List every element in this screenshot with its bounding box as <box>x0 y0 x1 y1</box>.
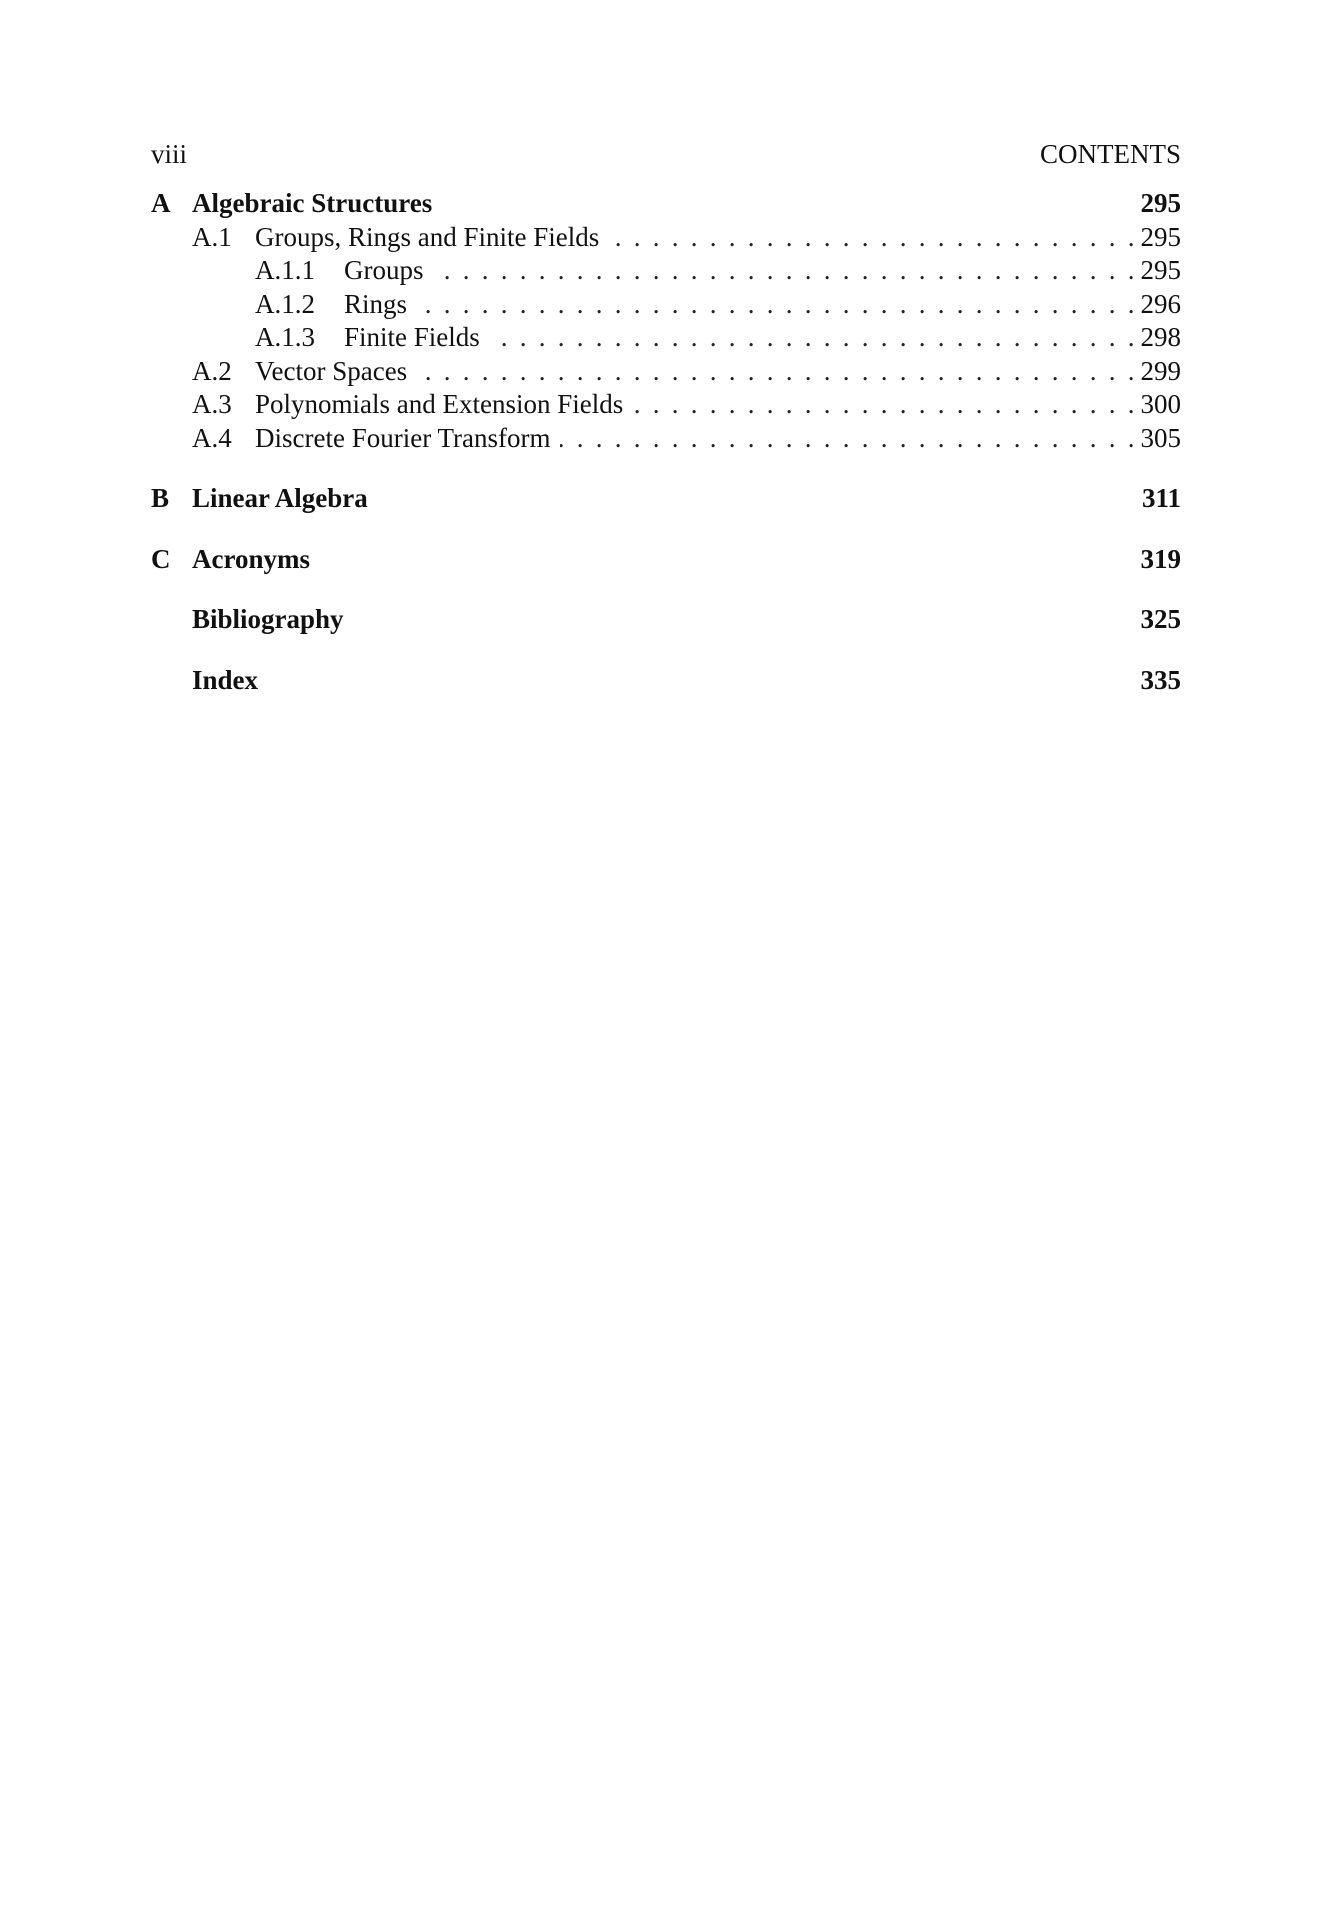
dot-leader <box>560 422 1134 456</box>
document-page <box>151 138 1181 697</box>
bibliography-title: Bibliography <box>192 604 344 634</box>
dot-leader <box>417 288 1134 322</box>
dot-leader <box>633 388 1134 422</box>
chapter-page: 311 <box>1141 483 1181 513</box>
subsection-number: A.1.3 <box>255 322 315 352</box>
toc-chapter-b[interactable] <box>151 482 1181 516</box>
toc-section-a4[interactable] <box>151 422 1181 456</box>
chapter-number: A <box>151 188 171 218</box>
subsection-page: 295 <box>1140 255 1181 285</box>
toc-subsection-a11[interactable] <box>151 254 1181 288</box>
subsection-page: 298 <box>1140 322 1181 352</box>
section-number: A.3 <box>192 389 232 419</box>
dot-leader <box>434 254 1135 288</box>
toc-section-a1[interactable] <box>151 221 1181 255</box>
chapter-page: 295 <box>1140 188 1181 218</box>
section-title: Polynomials and Extension Fields <box>255 389 624 419</box>
index-page: 335 <box>1140 664 1181 695</box>
table-of-contents <box>151 187 1181 697</box>
section-number: A.4 <box>192 422 232 453</box>
toc-chapter-c[interactable] <box>151 543 1181 577</box>
index-title: Index <box>192 664 259 695</box>
section-page: 299 <box>1140 355 1181 386</box>
section-page: 305 <box>1140 422 1181 453</box>
dot-leader <box>609 221 1134 255</box>
running-head <box>151 138 1181 170</box>
subsection-title: Rings <box>344 288 408 319</box>
toc-subsection-a13[interactable] <box>151 321 1181 355</box>
dot-leader <box>490 321 1135 355</box>
section-page: 295 <box>1140 221 1181 252</box>
toc-subsection-a12[interactable] <box>151 288 1181 322</box>
chapter-page: 319 <box>1140 543 1181 574</box>
toc-section-a2[interactable] <box>151 355 1181 389</box>
chapter-title: Algebraic Structures <box>192 188 433 218</box>
chapter-title: Acronyms <box>192 543 310 574</box>
toc-bibliography[interactable] <box>151 603 1181 637</box>
subsection-number: A.1.1 <box>255 255 315 285</box>
chapter-number: C <box>151 543 171 574</box>
page-number: viii <box>151 139 188 169</box>
chapter-title: Linear Algebra <box>192 483 368 513</box>
subsection-number: A.1.2 <box>255 288 315 319</box>
toc-index[interactable] <box>151 664 1181 698</box>
subsection-page: 296 <box>1140 288 1181 319</box>
bibliography-page: 325 <box>1140 604 1181 634</box>
toc-section-a3[interactable] <box>151 388 1181 422</box>
section-title: Vector Spaces <box>255 355 408 386</box>
section-title: Groups, Rings and Finite Fields <box>255 221 600 252</box>
subsection-title: Groups <box>344 255 424 285</box>
subsection-title: Finite Fields <box>344 322 480 352</box>
toc-chapter-a[interactable] <box>151 187 1181 221</box>
section-title: Discrete Fourier Transform <box>255 422 551 453</box>
running-title: CONTENTS <box>1040 139 1181 169</box>
section-page: 300 <box>1140 389 1181 419</box>
dot-leader <box>417 355 1134 389</box>
section-number: A.1 <box>192 221 232 252</box>
section-number: A.2 <box>192 355 232 386</box>
chapter-number: B <box>151 483 170 513</box>
